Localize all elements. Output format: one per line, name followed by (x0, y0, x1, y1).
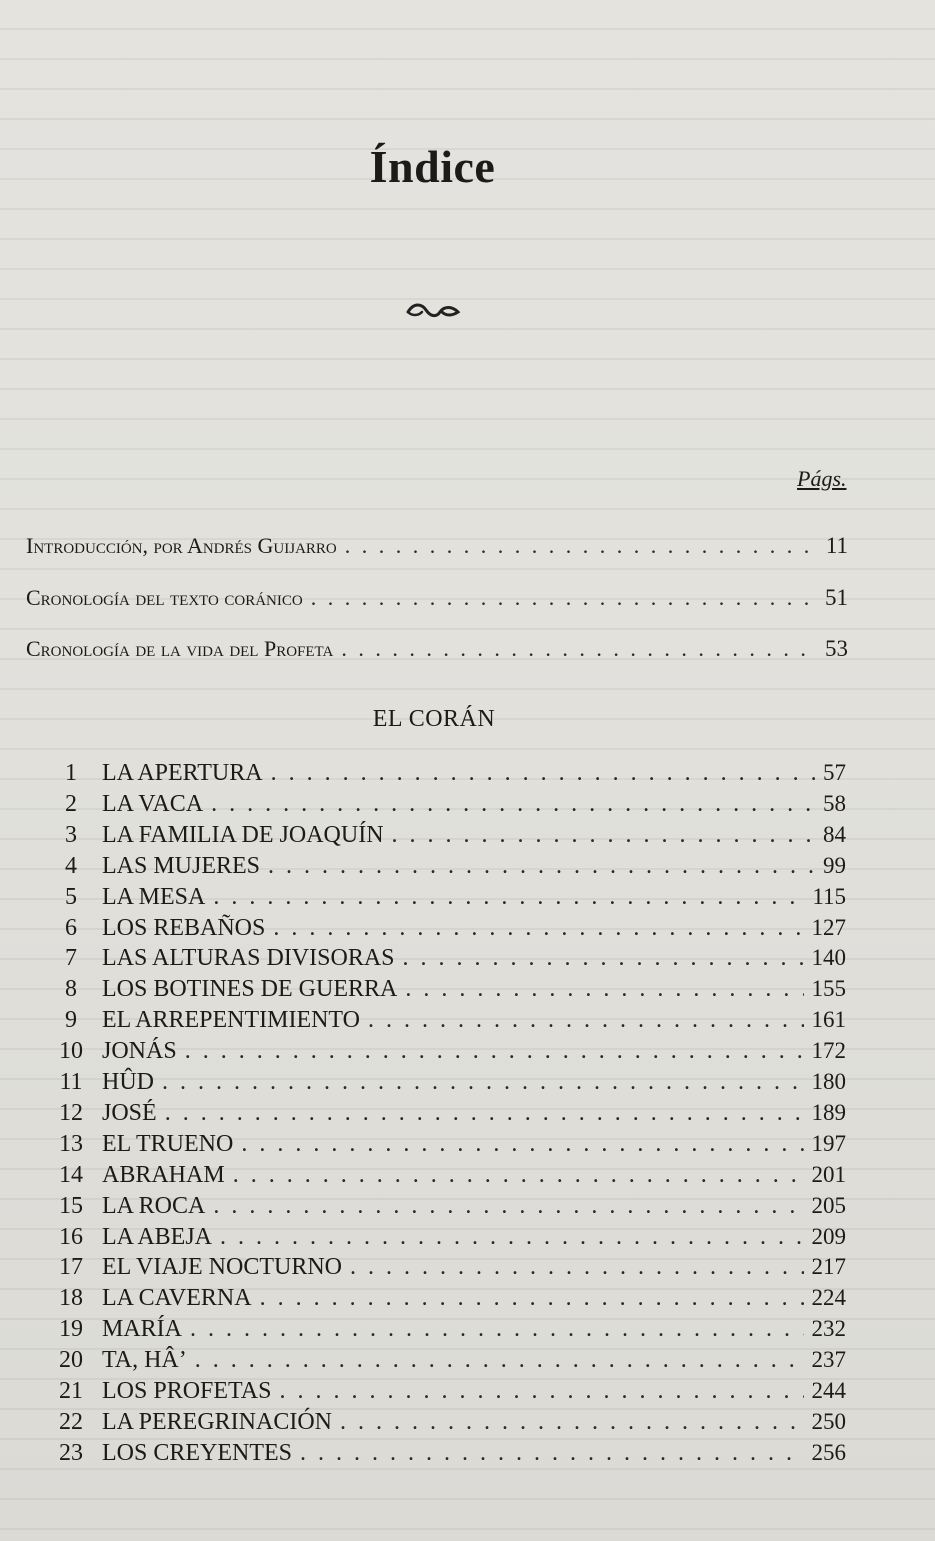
sura-entry[interactable] (40, 1038, 846, 1065)
toc-entry-label: Cronología del texto coránico (26, 585, 303, 610)
dot-leader (350, 1254, 804, 1281)
sura-entry[interactable] (40, 884, 846, 911)
sura-title: LAS MUJERES (102, 852, 261, 879)
page-title: Índice (369, 141, 496, 192)
dot-leader (195, 1347, 804, 1374)
sura-number: 13 (59, 1130, 83, 1157)
sura-entry[interactable] (40, 1378, 846, 1405)
sura-title: LA ABEJA (102, 1223, 213, 1250)
sura-title: LA PEREGRINACIÓN (102, 1408, 333, 1435)
dot-leader (185, 1038, 804, 1065)
flourish-ornament-icon (404, 300, 462, 322)
sura-title: LA FAMILIA DE JOAQUÍN (102, 821, 384, 848)
sura-page: 99 (823, 852, 846, 878)
toc-entry-page: 53 (825, 636, 848, 661)
sura-number: 21 (59, 1378, 83, 1404)
sura-title: TA, HÂ’ (102, 1347, 187, 1374)
sura-title: EL ARREPENTIMIENTO (102, 1007, 360, 1034)
sura-number: 7 (65, 945, 77, 972)
sura-entry[interactable] (40, 976, 846, 1003)
sura-title: MARÍA (102, 1316, 183, 1343)
sura-entry[interactable] (40, 791, 846, 818)
dot-leader (403, 945, 804, 972)
toc-entry[interactable] (26, 585, 848, 611)
sura-page: 197 (811, 1130, 846, 1156)
sura-title: ABRAHAM (102, 1161, 225, 1188)
dot-leader (165, 1100, 804, 1127)
sura-title: JOSÉ (102, 1099, 157, 1126)
dot-leader (341, 636, 817, 662)
toc-entry-page: 51 (825, 585, 848, 610)
sura-entry[interactable] (40, 1193, 846, 1220)
sura-entry[interactable] (40, 1440, 846, 1467)
sura-page: 217 (811, 1254, 846, 1280)
toc-entry-label: Cronología de la vida del Profeta (26, 636, 334, 661)
sura-entry[interactable] (40, 1409, 846, 1436)
dot-leader (345, 533, 818, 559)
sura-entry[interactable] (40, 1224, 846, 1251)
sura-number: 3 (65, 821, 77, 848)
sura-title: EL VIAJE NOCTURNO (102, 1254, 342, 1281)
sura-page: 237 (811, 1347, 846, 1373)
sura-page: 256 (811, 1439, 846, 1465)
sura-entry[interactable] (40, 1316, 846, 1343)
sura-number: 20 (59, 1347, 83, 1374)
dot-leader (220, 1224, 803, 1251)
dot-leader (271, 760, 815, 787)
sura-number: 10 (59, 1038, 83, 1065)
sura-entry[interactable] (40, 1254, 846, 1281)
sura-number: 1 (65, 760, 77, 786)
sura-number: 4 (65, 852, 77, 879)
sura-number: 19 (59, 1316, 83, 1343)
dot-leader (392, 822, 815, 849)
sura-number: 16 (59, 1223, 83, 1250)
dot-leader (268, 853, 815, 880)
sura-entry[interactable] (40, 822, 846, 849)
toc-entry-page: 11 (825, 533, 848, 558)
dot-leader (241, 1131, 803, 1158)
sura-title: EL TRUENO (102, 1130, 234, 1157)
sura-entry[interactable] (40, 1131, 846, 1158)
sura-page: 161 (811, 1007, 846, 1033)
sura-page: 172 (811, 1038, 846, 1064)
dot-leader (233, 1162, 804, 1189)
toc-entry[interactable] (26, 636, 848, 662)
dot-leader (300, 1440, 803, 1467)
dot-leader (340, 1409, 803, 1436)
sura-page: 127 (811, 914, 846, 940)
dot-leader (213, 884, 804, 911)
sura-number: 23 (59, 1439, 83, 1466)
sura-entry[interactable] (40, 1069, 846, 1096)
sura-entry[interactable] (40, 1100, 846, 1127)
sura-page: 224 (811, 1285, 846, 1311)
sura-number: 14 (59, 1161, 83, 1188)
section-title: EL CORÁN (372, 706, 496, 732)
sura-entry[interactable] (40, 1285, 846, 1312)
sura-number: 8 (65, 976, 77, 1003)
dot-leader (213, 1193, 803, 1220)
sura-title: LA ROCA (102, 1192, 206, 1219)
sura-number: 6 (65, 914, 77, 941)
sura-entry[interactable] (40, 853, 846, 880)
sura-entry[interactable] (40, 1347, 846, 1374)
dot-leader (311, 585, 817, 611)
sura-number: 17 (59, 1254, 83, 1281)
sura-entry[interactable] (40, 945, 846, 972)
sura-page: 155 (811, 976, 846, 1002)
sura-page: 115 (812, 883, 846, 909)
sura-entry[interactable] (40, 760, 846, 787)
dot-leader (273, 915, 803, 942)
dot-leader (162, 1069, 804, 1096)
sura-page: 189 (811, 1099, 846, 1125)
sura-title: LOS REBAÑOS (102, 914, 266, 941)
sura-number: 22 (59, 1408, 83, 1435)
sura-title: HÛD (102, 1069, 154, 1095)
sura-title: JONÁS (102, 1038, 177, 1065)
sura-page: 84 (823, 821, 846, 847)
sura-page: 209 (811, 1223, 846, 1249)
sura-page: 57 (823, 760, 846, 785)
sura-number: 9 (65, 1007, 77, 1034)
sura-number: 15 (59, 1192, 83, 1219)
dot-leader (405, 976, 803, 1003)
sura-entry[interactable] (40, 915, 846, 942)
sura-title: LA CAVERNA (102, 1285, 252, 1312)
toc-entry-label: Introducción, por Andrés Guijarro (26, 533, 337, 558)
dot-leader (211, 791, 815, 818)
toc-entry[interactable] (26, 533, 848, 559)
dot-leader (279, 1378, 803, 1405)
sura-entry[interactable] (40, 1162, 846, 1189)
sura-title: LOS CREYENTES (102, 1439, 293, 1466)
sura-page: 201 (811, 1161, 846, 1187)
sura-page: 250 (811, 1408, 846, 1434)
sura-title: LA VACA (102, 790, 204, 817)
dot-leader (260, 1285, 804, 1312)
dot-leader (368, 1007, 804, 1034)
sura-number: 2 (65, 790, 77, 817)
sura-entry[interactable] (40, 1007, 846, 1034)
sura-number: 5 (65, 883, 77, 910)
sura-title: LOS PROFETAS (102, 1378, 272, 1404)
sura-number: 18 (59, 1285, 83, 1312)
sura-title: LA MESA (102, 883, 206, 910)
sura-page: 58 (823, 790, 846, 816)
sura-page: 140 (811, 945, 846, 971)
pages-column-header: Págs. (797, 466, 847, 491)
sura-title: LAS ALTURAS DIVISORAS (102, 945, 395, 972)
sura-number: 11 (59, 1069, 83, 1095)
sura-page: 244 (811, 1378, 846, 1403)
sura-page: 232 (811, 1316, 846, 1342)
dot-leader (190, 1316, 803, 1343)
sura-number: 12 (59, 1099, 83, 1126)
sura-page: 180 (811, 1069, 846, 1094)
sura-page: 205 (811, 1192, 846, 1218)
sura-title: LOS BOTINES DE GUERRA (102, 976, 398, 1003)
sura-title: LA APERTURA (102, 760, 263, 786)
